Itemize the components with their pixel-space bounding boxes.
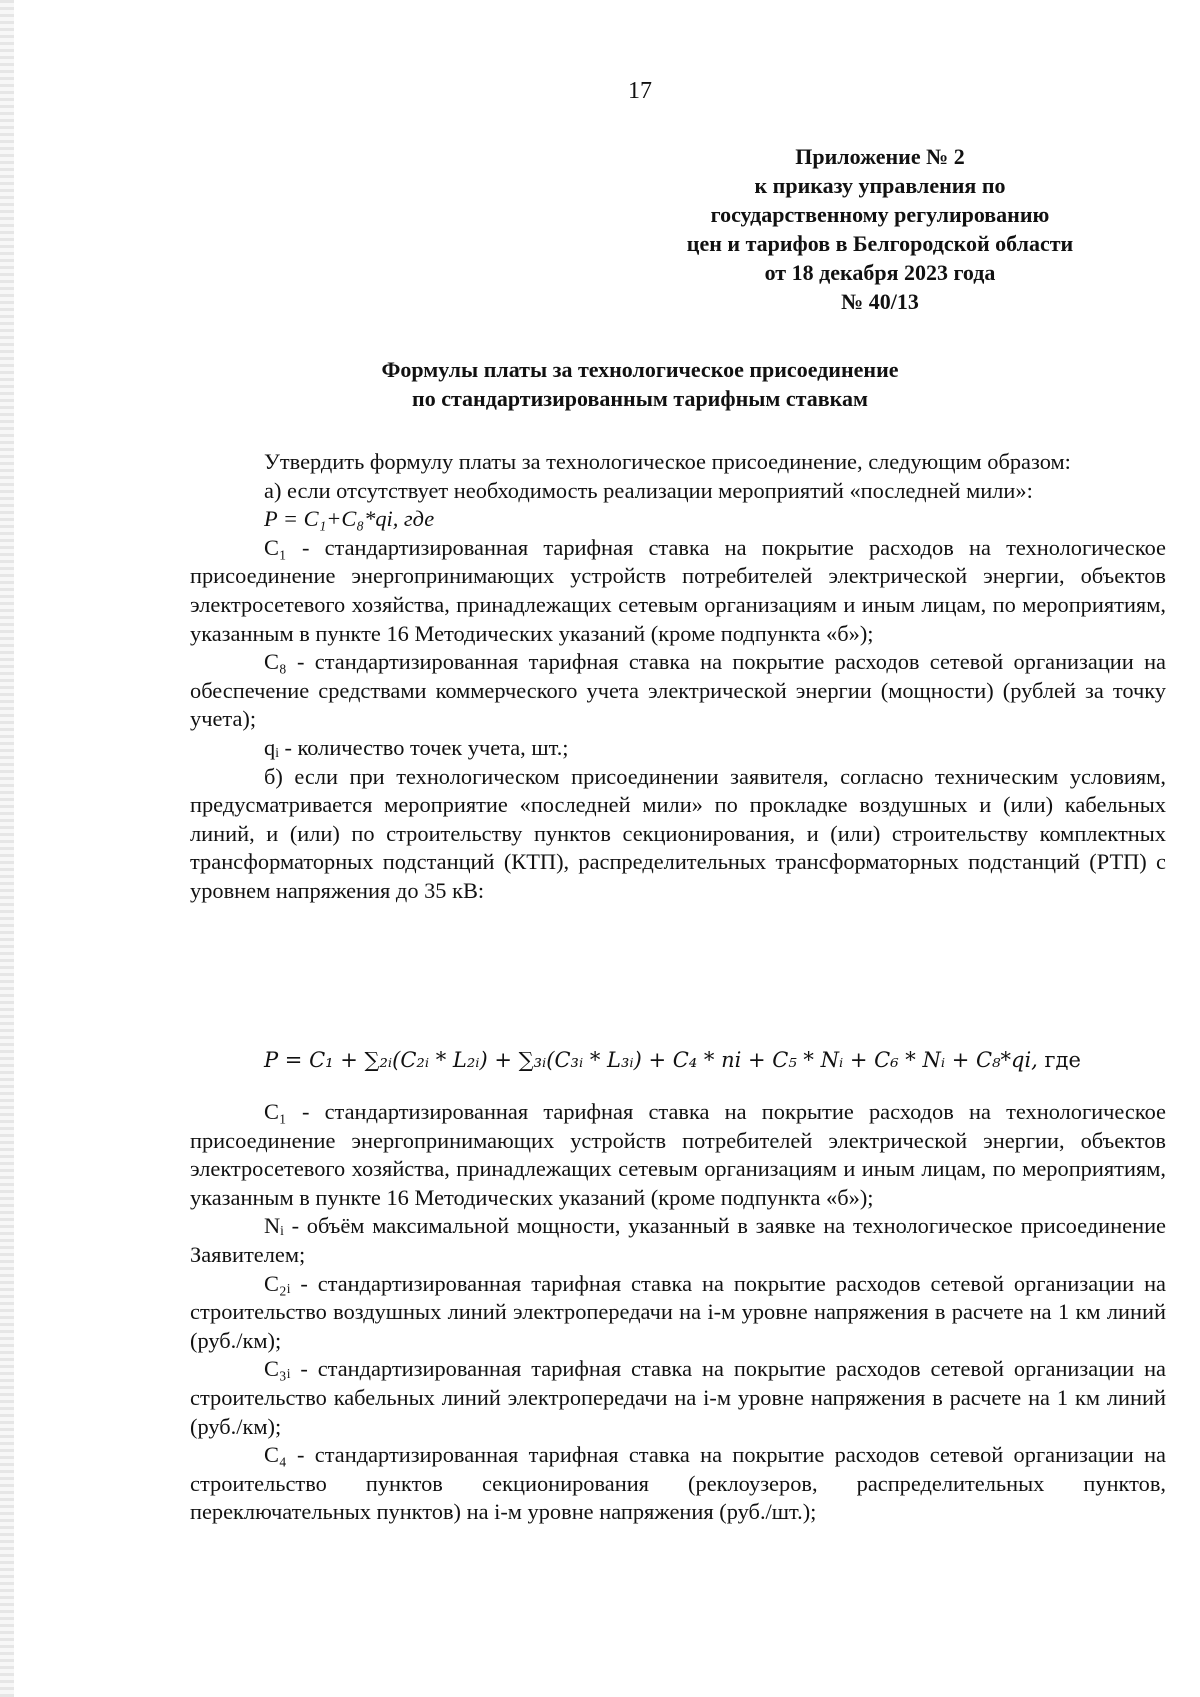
case-a-paragraph: а) если отсутствует необходимость реализации мероприятий «последней мили»: [264, 477, 1033, 503]
appendix-line: № 40/13 [841, 289, 919, 314]
body-section-a [190, 448, 1166, 906]
document-title [190, 355, 1090, 413]
qi-definition: qᵢ - количество точек учета, шт.; [264, 734, 569, 760]
c1-definition-b: C₁ - стандартизированная тарифная ставка на покрытие расходов на технологическое присоединение энергопринимающих устройств потребителей электрической энергии, объектов электросетевого хозяйства, принадлежащих сетевым организациям и иным лицам, по мероприятиям, указанным в пункте 16 Методических указаний (кроме подпункта «б»); [190, 1099, 1166, 1210]
formula-b-suffix: где [1044, 1048, 1081, 1072]
intro-paragraph: Утвердить формулу платы за технологическое присоединение, следующим образом: [264, 449, 1071, 474]
appendix-line: государственному регулированию [710, 202, 1050, 227]
appendix-line: цен и тарифов в Белгородской области [686, 231, 1074, 256]
c2i-definition: C₂ᵢ - стандартизированная тарифная ставка на покрытие расходов сетевой организации на строительство воздушных линий электропередачи на i-м уровне напряжения в расчете на 1 км линий (руб./км); [190, 1270, 1166, 1353]
appendix-line: от 18 декабря 2023 года [764, 260, 996, 285]
formula-b [264, 1046, 1144, 1074]
c8-definition: C₈ - стандартизированная тарифная ставка на покрытие расходов сетевой организации на обеспечение средствами коммерческого учета электрической энергии (мощности) (рублей за точку учета); [190, 649, 1166, 732]
c3i-definition: C₃ᵢ - стандартизированная тарифная ставка на покрытие расходов сетевой организации на строительство кабельных линий электропередачи на i-м уровне напряжения в расчете на 1 км линий (руб./км); [190, 1356, 1166, 1439]
case-b-paragraph: б) если при технологическом присоединении заявителя, согласно техническим условиям, предусматривается мероприятие «последней мили» по прокладке воздушных и (или) кабельных линий, и (или) по строительству пунктов секционирования, и (или) строительству комплектных трансформаторных подстанций (КТП), распределительных трансформаторных подстанций (РТП) с уровнем напряжения до 35 кВ: [190, 763, 1166, 903]
title-line: по стандартизированным тарифным ставкам [412, 386, 868, 411]
appendix-header [600, 142, 1160, 316]
appendix-line: Приложение № 2 [795, 144, 965, 169]
title-line: Формулы платы за технологическое присоединение [381, 357, 899, 382]
formula-b-expression: P = C₁ + ∑₂ᵢ(C₂ᵢ * L₂ᵢ) + ∑₃ᵢ(C₃ᵢ * L₃ᵢ) + C₄ * ni + C₅ * Nᵢ + C₆ * Nᵢ + C₈*qi, [264, 1048, 1038, 1072]
c4-definition: C₄ - стандартизированная тарифная ставка на покрытие расходов сетевой организации на строительство пунктов секционирования (реклоузеров, распределительных пунктов, переключательных пунктов) на i-м уровне напряжения (руб./шт.); [190, 1442, 1166, 1525]
c1-definition: C₁ - стандартизированная тарифная ставка на покрытие расходов на технологическое присоединение энергопринимающих устройств потребителей электрической энергии, объектов электросетевого хозяйства, принадлежащих сетевым организациям и иным лицам, по мероприятиям, указанным в пункте 16 Методических указаний (кроме подпункта «б»); [190, 534, 1166, 646]
page-number: 17 [628, 78, 652, 104]
formula-a: P = C₁+C₈*qi, где [264, 506, 435, 532]
ni-definition: Nᵢ - объём максимальной мощности, указанный в заявке на технологическое присоединение Заявителем; [190, 1213, 1166, 1267]
scan-edge-artifact [0, 0, 14, 1697]
appendix-line: к приказу управления по [754, 173, 1006, 198]
body-section-b [190, 1098, 1166, 1527]
